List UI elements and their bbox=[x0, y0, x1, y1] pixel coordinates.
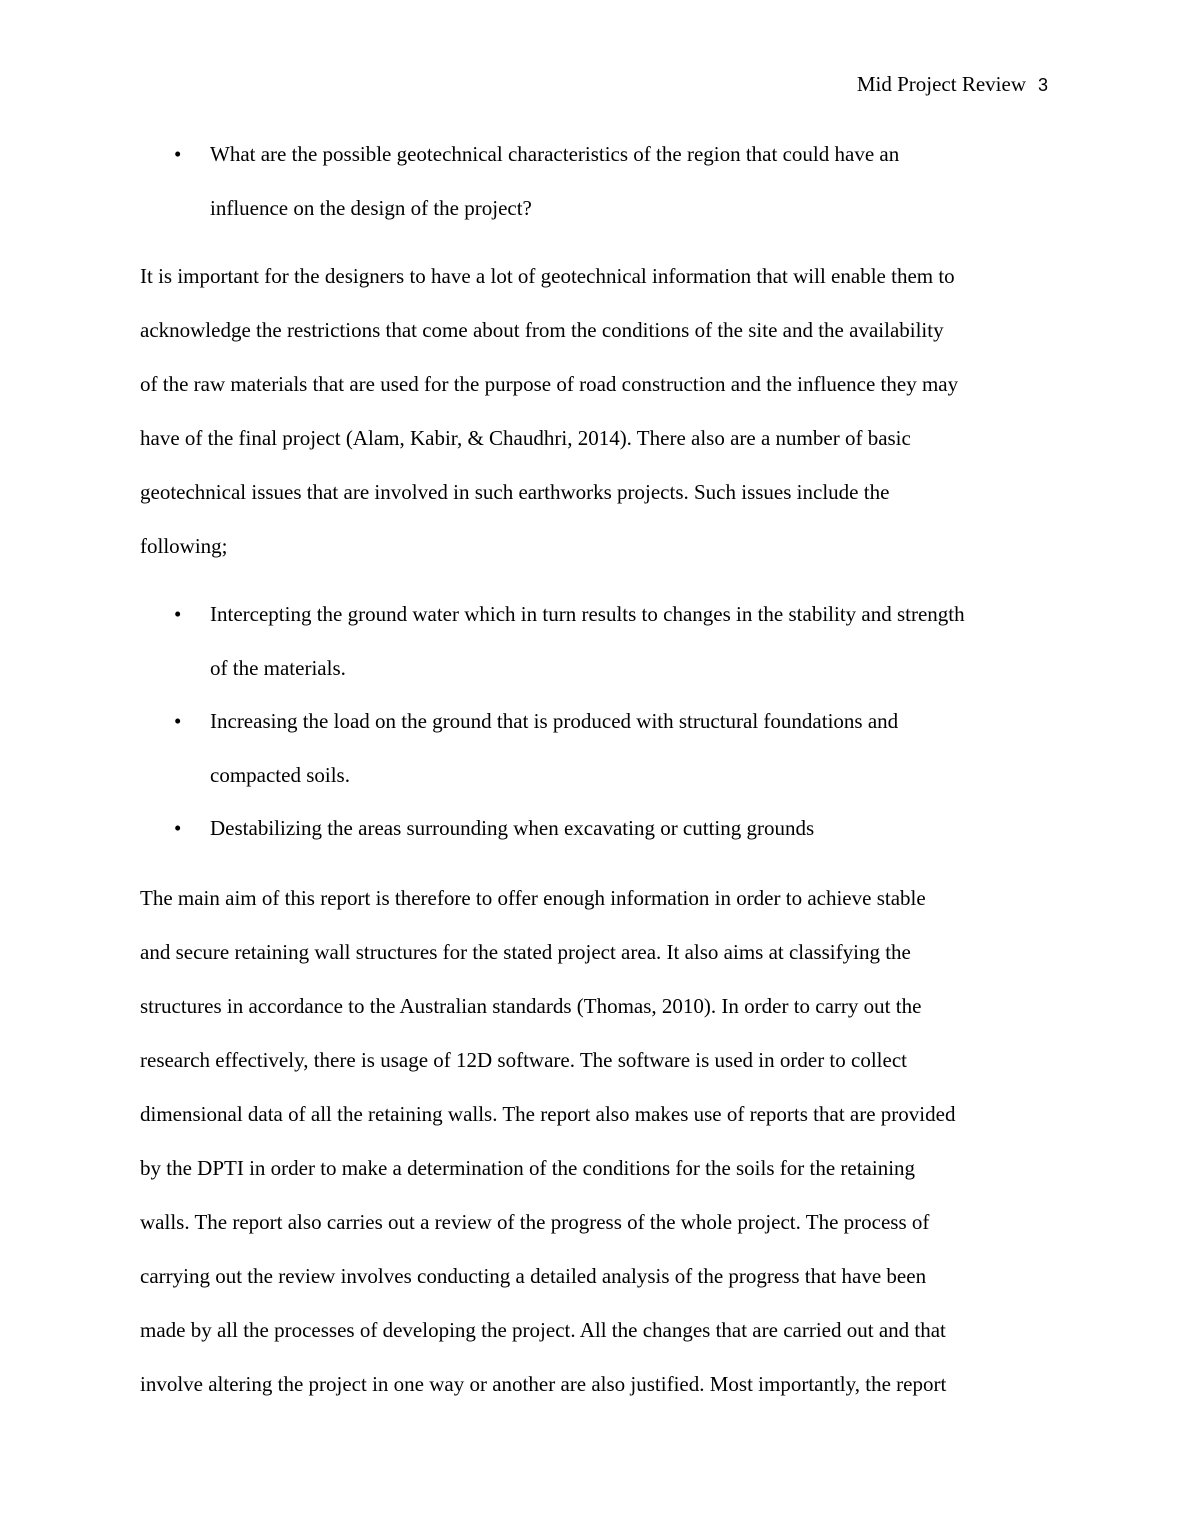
text-line: by the DPTI in order to make a determination of the conditions for the soils for the retaining bbox=[140, 1156, 916, 1180]
text-line: compacted soils. bbox=[210, 763, 350, 787]
paragraph-report-aim bbox=[140, 871, 1055, 1411]
text-line: made by all the processes of developing the project. All the changes that are carried out and that bbox=[140, 1318, 946, 1342]
text-line: involve altering the project in one way or another are also justified. Most importantly, the report bbox=[140, 1372, 947, 1396]
page-number: 3 bbox=[1037, 75, 1048, 95]
bullet-icon: • bbox=[174, 142, 182, 166]
text-line: of the raw materials that are used for the purpose of road construction and the influence they may bbox=[140, 372, 959, 396]
text-line: acknowledge the restrictions that come about from the conditions of the site and the availability bbox=[140, 318, 944, 342]
text-line: Increasing the load on the ground that is produced with structural foundations and bbox=[210, 709, 899, 733]
bullet-icon: • bbox=[174, 602, 182, 626]
running-head-title: Mid Project Review bbox=[856, 72, 1026, 96]
text-line: structures in accordance to the Australian standards (Thomas, 2010). In order to carry out the bbox=[140, 994, 922, 1018]
text-line: of the materials. bbox=[210, 656, 346, 680]
running-header bbox=[857, 70, 1048, 99]
text-line: dimensional data of all the retaining walls. The report also makes use of reports that are provided bbox=[140, 1102, 956, 1126]
bullet-item-ground-water bbox=[174, 587, 1060, 695]
bullet-item-ground-load bbox=[174, 694, 1060, 802]
text-line: have of the final project (Alam, Kabir, & Chaudhri, 2014). There also are a number of basic bbox=[140, 426, 911, 450]
bullet-icon: • bbox=[174, 816, 182, 840]
text-line: carrying out the review involves conducting a detailed analysis of the progress that have been bbox=[140, 1264, 927, 1288]
text-line: It is important for the designers to have a lot of geotechnical information that will enable them to bbox=[140, 264, 955, 288]
text-line: research effectively, there is usage of 12D software. The software is used in order to collect bbox=[140, 1048, 907, 1072]
paragraph-geotechnical-info bbox=[140, 249, 1055, 573]
text-line: and secure retaining wall structures for the stated project area. It also aims at classifying the bbox=[140, 940, 911, 964]
bullet-item-destabilizing bbox=[174, 801, 1060, 855]
text-line: walls. The report also carries out a review of the progress of the whole project. The process of bbox=[140, 1210, 930, 1234]
text-line: Intercepting the ground water which in turn results to changes in the stability and strength bbox=[210, 602, 965, 626]
text-line: influence on the design of the project? bbox=[210, 196, 532, 220]
bullet-item-geotechnical-question bbox=[174, 127, 1060, 235]
bullet-icon: • bbox=[174, 709, 182, 733]
text-line: Destabilizing the areas surrounding when excavating or cutting grounds bbox=[210, 816, 815, 840]
text-line: The main aim of this report is therefore to offer enough information in order to achieve stable bbox=[140, 886, 926, 910]
text-line: What are the possible geotechnical characteristics of the region that could have an bbox=[210, 142, 900, 166]
text-line: following; bbox=[140, 534, 228, 558]
text-line: geotechnical issues that are involved in such earthworks projects. Such issues include the bbox=[140, 480, 890, 504]
